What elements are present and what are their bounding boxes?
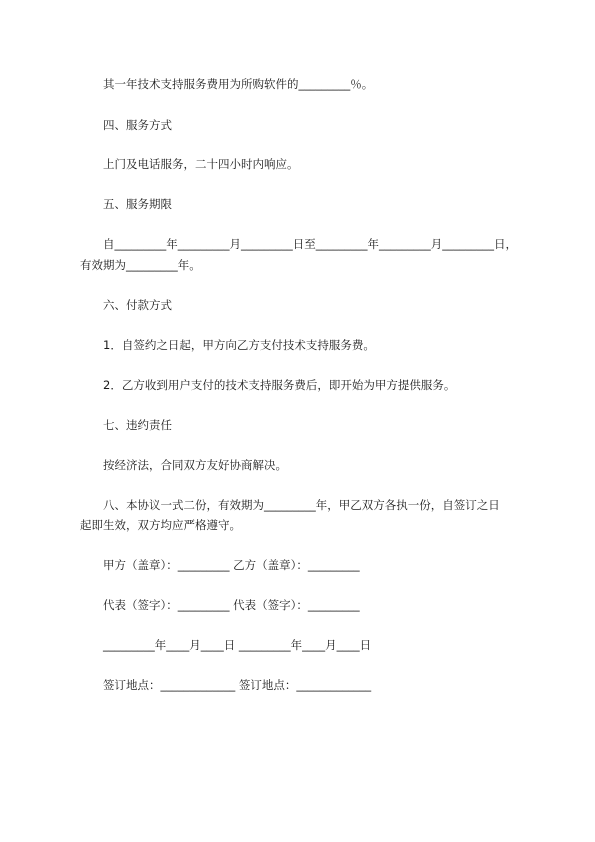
signing-date-line: _________年____月____日 _________年____月____日 bbox=[103, 638, 372, 652]
service-period-validity: 有效期为_________年。 bbox=[80, 258, 201, 272]
payment-item-2: 2．乙方收到用户支付的技术支持服务费后，即开始为甲方提供服务。 bbox=[103, 378, 456, 392]
representative-signature-line: 代表（签字）：_________ 代表（签字）：_________ bbox=[103, 598, 360, 612]
section-7-heading: 七、违约责任 bbox=[103, 418, 172, 432]
section-5-heading: 五、服务期限 bbox=[103, 197, 172, 211]
signing-location-line: 签订地点：_____________ 签订地点：_____________ bbox=[103, 678, 372, 692]
liability-text: 按经济法，合同双方友好协商解决。 bbox=[103, 458, 287, 472]
section-8-text-cont: 起即生效，双方均应严格遵守。 bbox=[80, 518, 241, 532]
section-8-text: 八、本协议一式二份，有效期为_________年，甲乙双方各执一份，自签订之日 bbox=[103, 498, 500, 512]
service-method-text: 上门及电话服务，二十四小时内响应。 bbox=[103, 157, 299, 171]
section-4-heading: 四、服务方式 bbox=[103, 118, 172, 132]
service-fee-clause: 其一年技术支持服务费用为所购软件的_________％。 bbox=[103, 77, 374, 91]
service-period-text: 自_________年_________月_________日至_________年_________月_________日， bbox=[103, 237, 517, 251]
section-6-heading: 六、付款方式 bbox=[103, 298, 172, 312]
payment-item-1: 1．自签约之日起，甲方向乙方支付技术支持服务费。 bbox=[103, 338, 375, 352]
party-seal-line: 甲方（盖章）：_________ 乙方（盖章）：_________ bbox=[103, 558, 360, 572]
